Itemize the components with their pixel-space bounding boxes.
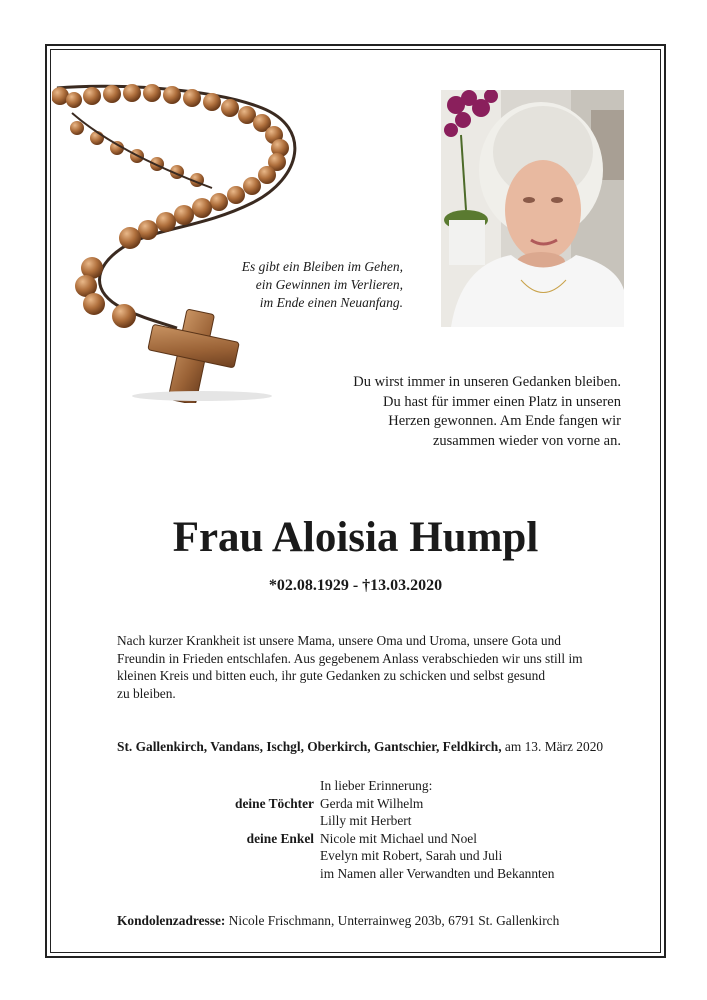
- condolence-label: Kondolenzadresse:: [117, 913, 226, 928]
- quote-line: zusammen wieder von vorne an.: [432, 432, 621, 449]
- daughter-entry: Gerda mit Wilhelm: [320, 795, 424, 811]
- life-dates: *02.08.1929 - †13.03.2020: [268, 577, 443, 594]
- grandchild-entry: Nicole mit Michael und Noel: [320, 830, 477, 846]
- daughters-label: deine Töchter: [235, 795, 314, 811]
- motto-line: im Ende einen Neuanfang.: [259, 295, 403, 310]
- mourners-list: [180, 777, 610, 882]
- rosary-image: [52, 78, 317, 403]
- motto-line: ein Gewinnen im Verlieren,: [255, 277, 403, 292]
- announcement-line: Nach kurzer Krankheit ist unsere Mama, unsere Oma und Uroma, unsere Gota und: [117, 633, 561, 648]
- grandchild-entry: Evelyn mit Robert, Sarah und Juli: [320, 848, 503, 863]
- quote-line: Du wirst immer in unseren Gedanken bleiben.: [353, 374, 621, 390]
- mourners-closing: im Namen aller Verwandten und Bekannten: [320, 865, 555, 881]
- mourners-intro: In lieber Erinnerung:: [320, 778, 433, 793]
- condolence-address: [117, 912, 617, 930]
- quote-line: Herzen gewonnen. Am Ende fangen wir: [388, 413, 621, 429]
- motto-line: Es gibt ein Bleiben im Gehen,: [241, 259, 403, 274]
- portrait-photo: [441, 90, 624, 327]
- announcement-text: [117, 632, 597, 702]
- condolence-address-text: Nicole Frischmann, Unterrainweg 203b, 6791 St. Gallenkirch: [225, 913, 560, 928]
- motto-verse: [195, 258, 403, 312]
- grandchildren-label: deine Enkel: [246, 830, 314, 846]
- memorial-quote: [300, 373, 621, 451]
- announcement-date: am 13. März 2020: [501, 739, 604, 754]
- location-places: St. Gallenkirch, Vandans, Ischgl, Oberkirch, Gantschier, Feldkirch,: [117, 739, 502, 754]
- announcement-line: Freundin in Frieden entschlafen. Aus gegebenem Anlass verabschieden wir uns still im: [117, 650, 583, 666]
- deceased-name: Frau Aloisia Humpl: [172, 514, 539, 561]
- daughter-entry: Lilly mit Herbert: [320, 813, 412, 828]
- announcement-line: kleinen Kreis und bitten euch, ihr gute Gedanken zu schicken und selbst gesund: [117, 668, 546, 683]
- announcement-line: zu bleiben.: [117, 685, 176, 701]
- location-date-line: [117, 738, 627, 756]
- quote-line: Du hast für immer einen Platz in unseren: [383, 393, 621, 410]
